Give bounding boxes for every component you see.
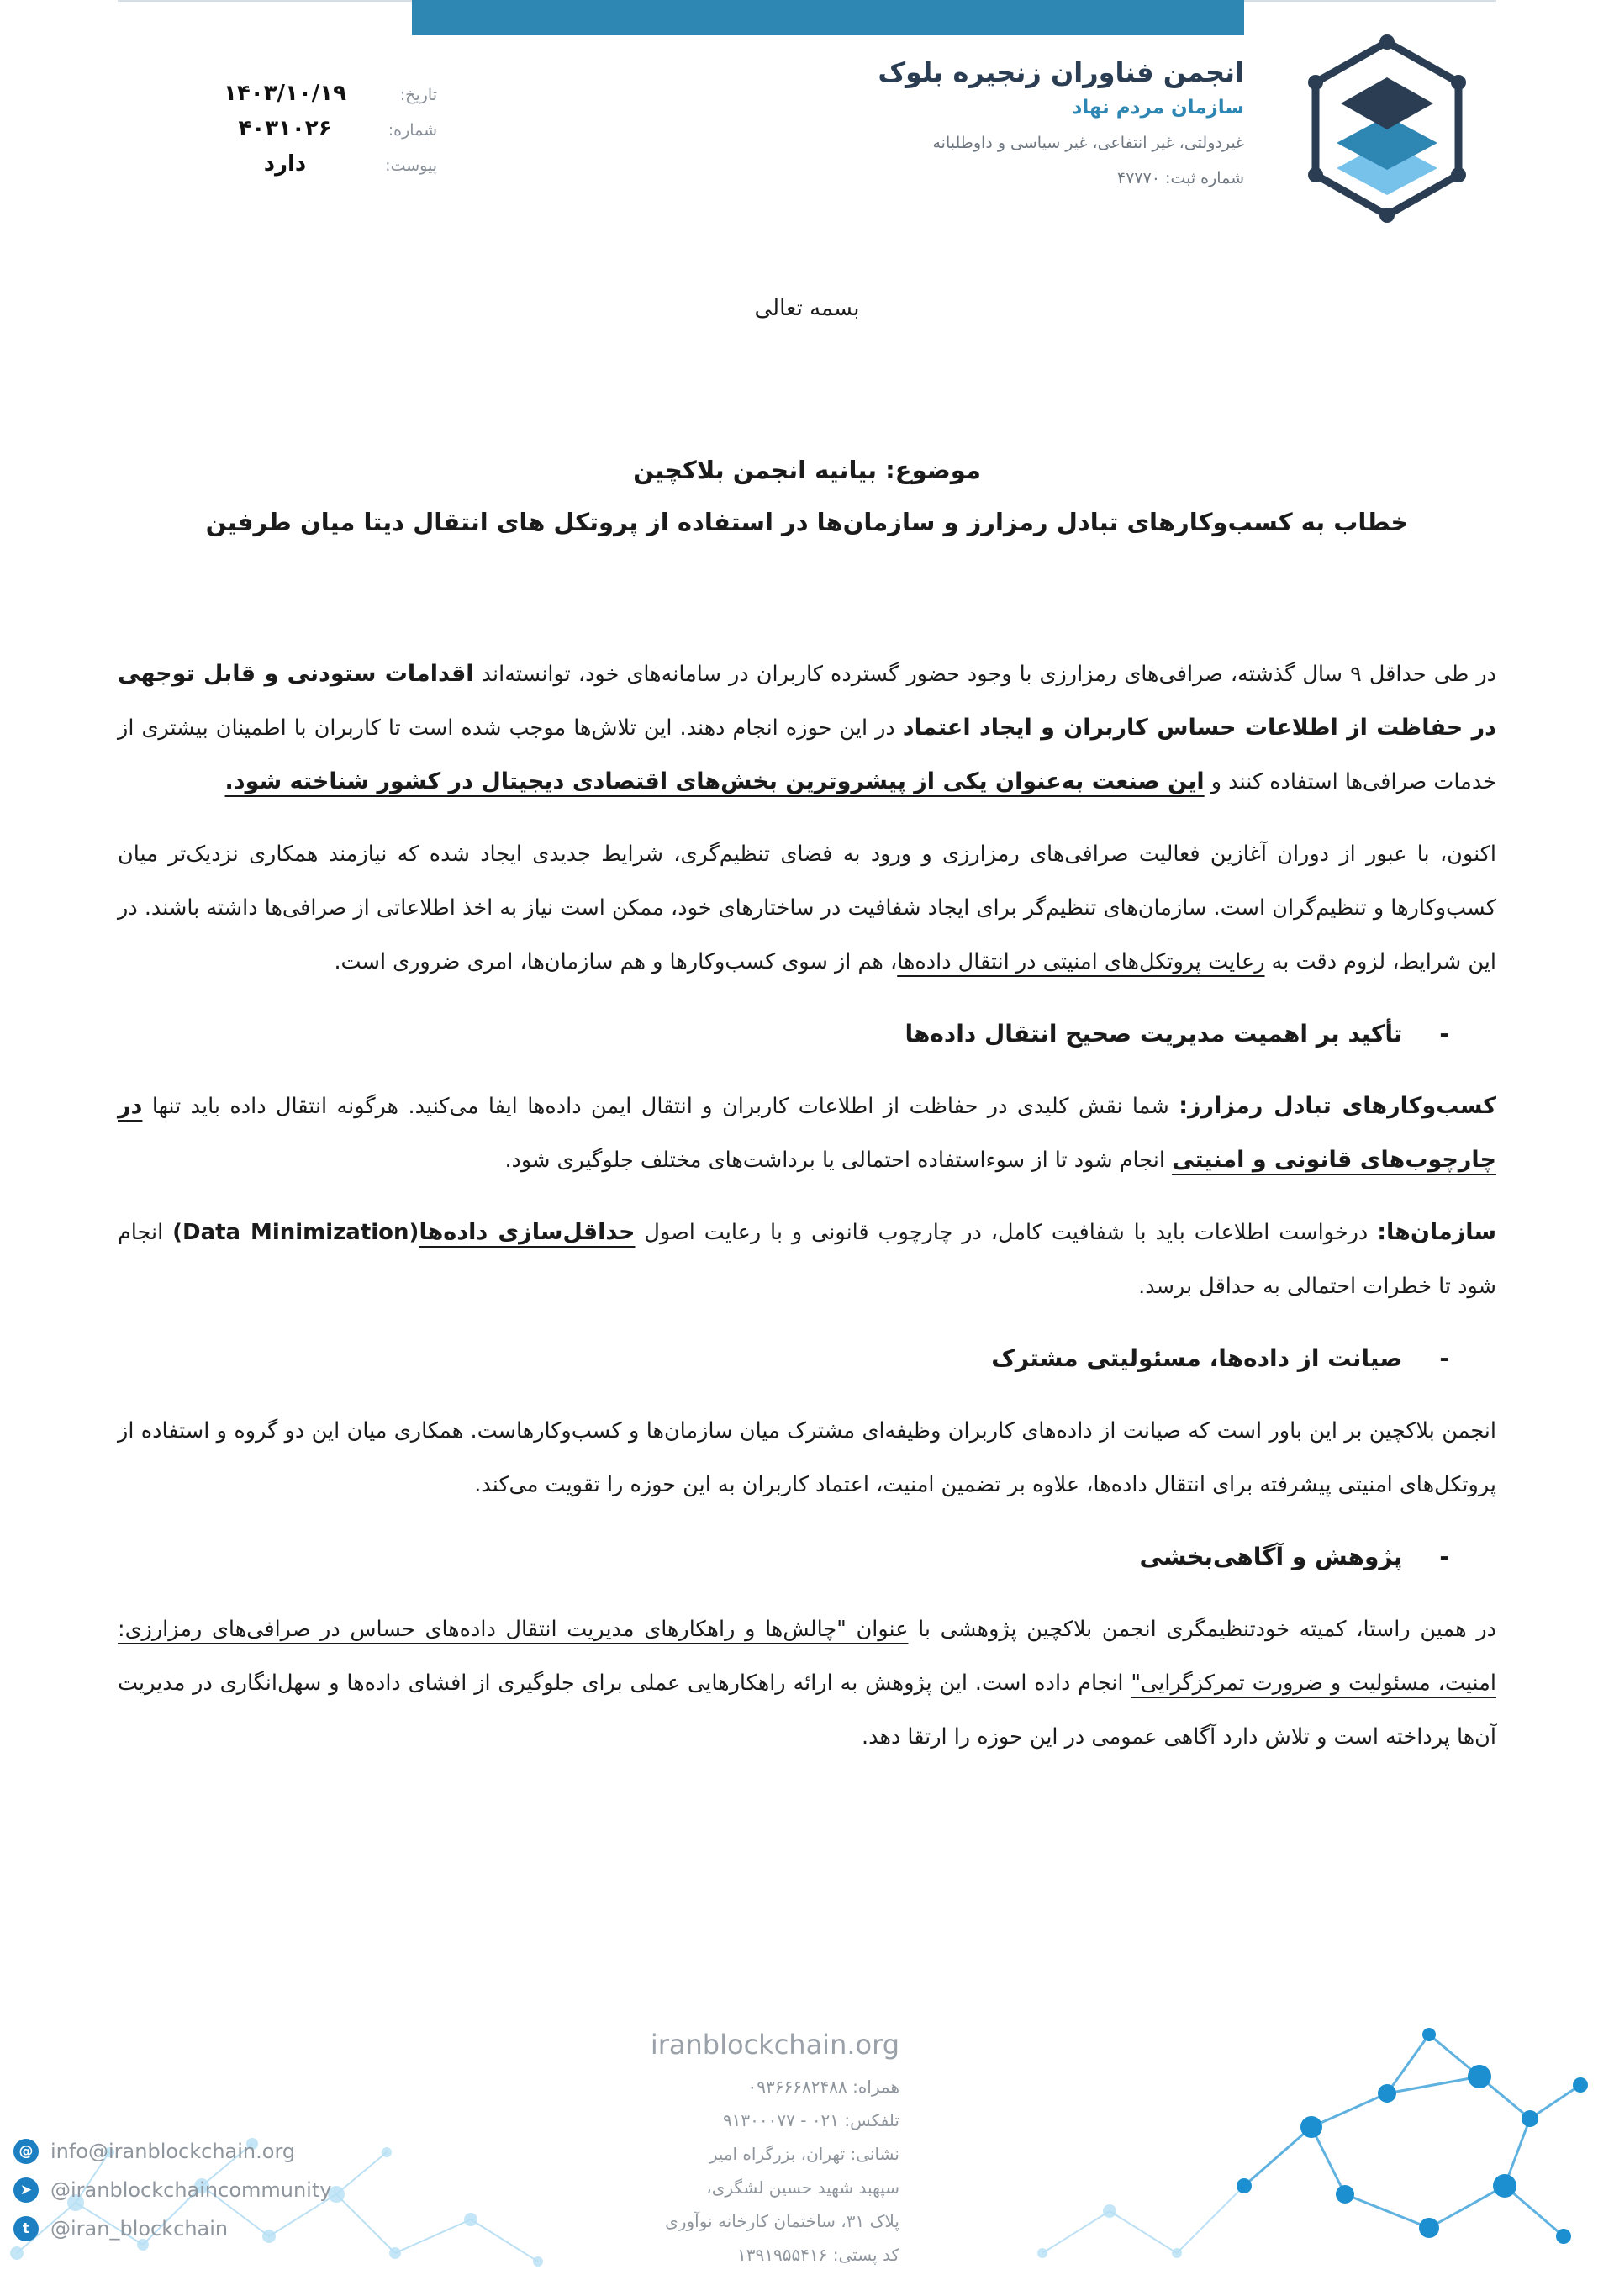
footer-mobile: همراه: ۰۹۳۶۶۶۸۲۴۸۸ [747,2077,899,2097]
meta-attachment-label: پیوست: [385,156,437,175]
footer-address-3: پلاک ۳۱، ساختمان کارخانه نوآوری [665,2211,899,2231]
org-logo [1299,34,1475,227]
heading-3 [118,1530,1449,1584]
paragraph-3 [118,1079,1496,1187]
text: انجام شود تا خطرات احتمالی به حداقل برسد. [118,1220,1496,1299]
footer-phone: تلفکس: ۰۲۱ - ۹۱۳۰۰۰۷۷ [722,2110,899,2130]
heading-2 [118,1332,1449,1386]
org-registration: شماره ثبت: ۴۷۷۷۰ [1116,169,1244,187]
letter-body [118,647,1496,1782]
heading-text: صیانت از داده‌ها، مسئولیتی مشترک [991,1344,1403,1372]
text: اکنون، با عبور از دوران آغازین فعالیت صرافی‌های رمزارزی و ورود به فضای تنظیم‌گری، شرایط جدیدی ایجاد شده که نیازمند همکاری نزدیک‌تر میان کسب‌وکارها و تنظیم‌گران است. سازمان‌های تنظیم‌گر برای ایجاد شفافیت در ساختارهای خود، ممکن است نیاز به اخذ اطلاعاتی از صرافی‌ها داشته باشند. در این شرایط، لزوم دقت به [118,842,1496,974]
social-email-text: info@iranblockchain.org [50,2140,296,2163]
text: درخواست اطلاعات باید با شفافیت کامل، در چارچوب قانونی و با رعایت اصول [635,1220,1378,1245]
paragraph-1 [118,647,1496,809]
email-icon: @ [13,2139,39,2164]
meta-date-value: ۱۴۰۳/۱۰/۱۹ [224,81,346,106]
latin-term: (Data Minimization) [172,1220,419,1245]
footer-contact [647,2024,899,2272]
underlined-text: عنوان "چالش‌ها و راهکارهای مدیریت انتقال داده‌های حساس در صرافی‌های رمزارزی: امنیت، مسئولیت و ضرورت تمرکزگرایی" [118,1617,1496,1696]
bullet-dash: - [1439,1543,1449,1570]
org-description: غیردولتی، غیر انتفاعی، غیر سیاسی و داوطلبانه [932,134,1244,152]
emphasis: کسب‌وکارهای تبادل رمزارز: [1179,1093,1496,1119]
social-telegram-text: @iranblockchaincommunity [50,2178,332,2202]
footer-address-1: نشانی: تهران، بزرگراه امیر [709,2144,899,2164]
social-twitter-text: @iran_blockchain [50,2217,229,2241]
social-twitter[interactable] [13,2209,367,2248]
meta-number-label: شماره: [388,121,437,140]
text: انجام داده است. این پژوهش به ارائه راهکارهایی عملی برای جلوگیری از افشای داده‌ها و سهل‌انگاری در مدیریت آن‌ها پرداخته است و تلاش دارد آگاهی عمومی در این حوزه را ارتقا دهد. [118,1671,1496,1750]
meta-attachment [185,151,437,187]
text: در همین راستا، کمیته خودتنظیمگری انجمن بلاکچین پژوهشی با [908,1617,1497,1642]
heading-text: تأکید بر اهمیت مدیریت صحیح انتقال داده‌ها [905,1020,1403,1048]
paragraph-6 [118,1602,1496,1764]
org-block [874,54,1244,195]
meta-date-label: تاریخ: [399,86,437,104]
org-subtitle: سازمان مردم نهاد [1072,97,1244,119]
meta-attachment-value: دارد [263,151,307,177]
meta-date [185,81,437,116]
footer-address-2: سپهبد شهید حسین لشگری، [706,2177,899,2198]
text: ، هم از سوی کسب‌وکارها و هم سازمان‌ها، امری ضروری است. [334,949,898,974]
header-band [412,0,1244,35]
text: در طی حداقل ۹ سال گذشته، صرافی‌های رمزارزی با وجود حضور گسترده کاربران در سامانه‌های خود، توانسته‌اند [473,662,1497,687]
underlined-emphasis: در چارچوب‌های قانونی و امنیتی [118,1093,1496,1173]
heading-1 [118,1007,1449,1061]
social-email[interactable] [13,2132,367,2171]
subject [118,444,1496,548]
underlined-emphasis: حداقل‌سازی داده‌ها [419,1219,636,1245]
meta-number [185,116,437,151]
text: شما نقش کلیدی در حفاظت از اطلاعات کاربران و انتقال ایمن داده‌ها ایفا می‌کنید. هرگونه انتقال داده باید تنها [142,1094,1179,1119]
twitter-icon: t [13,2216,39,2241]
social-telegram[interactable] [13,2171,367,2209]
org-name: انجمن فناوران زنجیره بلوک [878,56,1244,88]
paragraph-5: انجمن بلاکچین بر این باور است که صیانت از داده‌های کاربران وظیفه‌ای مشترک میان سازمان‌ها و کسب‌وکارهاست. همکاری میان این دو گروه و استفاده از پروتکل‌های امنیتی پیشرفته برای انتقال داده‌ها، علاوه بر تضمین امنیت، اعتماد کاربران به این حوزه را تقویت می‌کند. [118,1418,1496,1497]
text: در این حوزه انجام دهند. این تلاش‌ها موجب شده است تا کاربران با اطمینان بیشتری از خدمات صرافی‌ها استفاده کنند و [118,715,1496,794]
emphasis: سازمان‌ها: [1377,1219,1496,1245]
letter-meta [185,81,437,187]
subject-line-2: خطاب به کسب‌وکارهای تبادل رمزارز و سازمان‌ها در استفاده از پروتکل های انتقال دیتا میان طرفین [205,508,1409,536]
subject-line-1: موضوع: بیانیه انجمن بلاکچین [633,456,981,484]
meta-number-value: ۴۰۳۱۰۲۶ [238,116,332,141]
bullet-dash: - [1439,1020,1449,1048]
heading-text: پژوهش و آگاهی‌بخشی [1139,1543,1403,1570]
paragraph-2 [118,827,1496,989]
social-links [13,2132,367,2248]
telegram-icon: ➤ [13,2177,39,2203]
underlined-text: رعایت پروتکل‌های امنیتی در انتقال داده‌ها [897,949,1265,974]
bullet-dash: - [1439,1344,1449,1372]
website-link[interactable]: iranblockchain.org [650,2029,899,2061]
paragraph-4 [118,1206,1496,1313]
underlined-emphasis: این صنعت به‌عنوان یکی از پیشروترین بخش‌های اقتصادی دیجیتال در کشور شناخته شود. [224,768,1205,794]
emphasis: اقدامات ستودنی و قابل توجهی در حفاظت از اطلاعات حساس کاربران و ایجاد اعتماد [118,661,1496,741]
text: انجام شود تا از سوءاستفاده احتمالی یا برداشت‌های مختلف جلوگیری شود. [504,1148,1173,1173]
footer-postal-code: کد پستی: ۱۳۹۱۹۵۵۴۱۶ [736,2245,899,2265]
bismillah: بسمه تعالی [754,296,860,321]
